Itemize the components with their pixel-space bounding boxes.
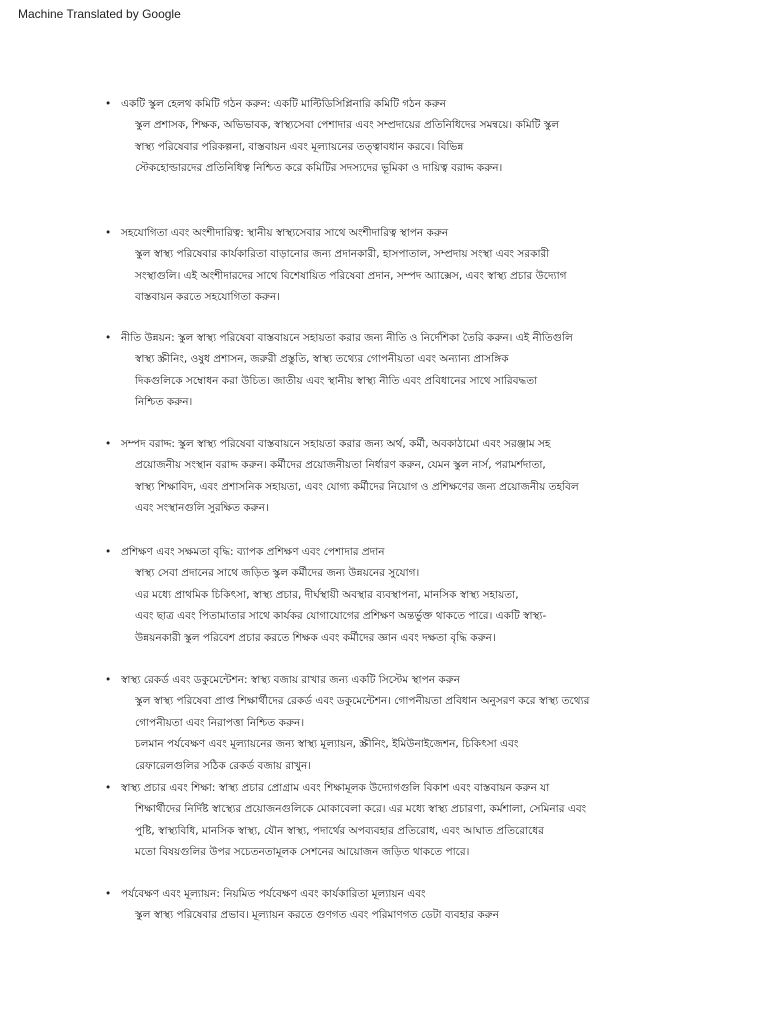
line-text: সম্পদ বরাদ্দ: স্কুল স্বাস্থ্য পরিষেবা বাস্তবায়নে সহায়তা করার জন্য অর্থ, কর্মী, অবকাঠামো এবং সরঞ্জাম সহ	[121, 438, 551, 450]
line-text: সহযোগিতা এবং অংশীদারিত্ব: স্থানীয় স্বাস্থ্যসেবার সাথে অংশীদারিত্ব স্থাপন করুন	[121, 227, 449, 239]
bullet-item-heading-line	[105, 542, 673, 563]
bullet-item-heading-line	[105, 223, 673, 244]
bullet-item-heading-line	[105, 884, 673, 905]
machine-translated-label: Machine Translated by Google	[18, 7, 181, 21]
bullet-item-text-line	[113, 349, 673, 370]
bullet-item-text-line	[113, 563, 673, 584]
line-text: স্কুল স্বাস্থ্য পরিষেবা প্রাপ্ত শিক্ষার্থীদের রেকর্ড এবং ডকুমেন্টেশন। গোপনীয়তা প্রবিধান অনুসরণ করে স্বাস্থ্য তথ্যের	[135, 695, 590, 708]
line-text: স্টেকহোল্ডারদের প্রতিনিধিত্ব নিশ্চিত করে কমিটির সদস্যদের ভূমিকা ও দায়িত্ব বরাদ্দ করুন।	[135, 162, 503, 175]
bullet-item-text-line	[113, 799, 673, 820]
bullet-item-text-line	[113, 266, 673, 287]
bullet-item-heading-line	[105, 778, 673, 799]
line-text: সংস্থাগুলি। এই অংশীদারদের সাথে বিশেষায়িত পরিষেবা প্রদান, সম্পদ অ্যাক্সেস, এবং স্বাস্থ্য প্রচার উদ্যোগ	[135, 269, 567, 282]
bullet-item-text-line	[113, 713, 673, 734]
bullet-item	[105, 223, 673, 309]
bullet-icon: •	[105, 546, 112, 558]
line-text: উন্নয়নকারী স্কুল পরিবেশ প্রচার করতে শিক্ষক এবং কর্মীদের জ্ঞান এবং দক্ষতা বৃদ্ধি করুন।	[135, 631, 496, 644]
bullet-item-text-line	[113, 244, 673, 265]
line-text: একটি স্কুল হেলথ কমিটি গঠন করুন: একটি মাল্টিডিসিপ্লিনারি কমিটি গঠন করুন	[121, 98, 447, 110]
line-text: স্কুল স্বাস্থ্য পরিষেবার প্রভাব। মূল্যায়ন করতে গুণগত এবং পরিমাণগত ডেটা ব্যবহার করুন	[135, 909, 499, 922]
bullet-icon: •	[105, 227, 112, 239]
bullet-item-text-line	[113, 477, 673, 498]
bullet-icon: •	[105, 438, 112, 450]
bullet-item	[105, 778, 673, 864]
bullet-item	[105, 94, 673, 180]
bullet-item-text-line	[113, 455, 673, 476]
line-text: প্রয়োজনীয় সংস্থান বরাদ্দ করুন। কর্মীদের প্রয়োজনীয়তা নির্ধারণ করুন, যেমন স্কুল নার্স, পরামর্শদাতা,	[135, 459, 546, 472]
line-text: পর্যবেক্ষণ এবং মূল্যায়ন: নিয়মিত পর্যবেক্ষণ এবং কার্যকারিতা মূল্যায়ন এবং	[121, 888, 426, 900]
bullet-item-text-line	[113, 137, 673, 158]
line-text: নিশ্চিত করুন।	[135, 396, 193, 409]
line-text: পুষ্টি, স্বাস্থ্যবিধি, মানসিক স্বাস্থ্য, যৌন স্বাস্থ্য, পদার্থের অপব্যবহার প্রতিরোধ, এবং আঘাত প্রতিরোধের	[135, 824, 544, 837]
bullet-item-text-line	[113, 287, 673, 308]
line-text: শিক্ষার্থীদের নির্দিষ্ট স্বাস্থ্যের প্রয়োজনগুলিকে মোকাবেলা করে। এর মধ্যে স্বাস্থ্য প্রচারণা, কর্মশালা, সেমিনার এবং	[135, 803, 587, 816]
line-text: রেফারেলগুলির সঠিক রেকর্ড বজায় রাখুন।	[135, 759, 312, 772]
line-text: নীতি উন্নয়ন: স্কুল স্বাস্থ্য পরিষেবা বাস্তবায়নে সহায়তা করার জন্য নীতি ও নির্দেশিকা তৈরি করুন। এই নীতিগুলি	[121, 332, 573, 344]
line-text: স্বাস্থ্য রেকর্ড এবং ডকুমেন্টেশন: স্বাস্থ্য বজায় রাখার জন্য একটি সিস্টেম স্থাপন করুন	[121, 674, 461, 686]
line-text: দিকগুলিকে সম্বোধন করা উচিত। জাতীয় এবং স্থানীয় স্বাস্থ্য নীতি এবং প্রবিধানের সাথে সারিবদ্ধতা	[135, 374, 538, 387]
line-text: মতো বিষয়গুলির উপর সচেতনতামূলক সেশনের আয়োজন জড়িত থাকতে পারে।	[135, 846, 470, 859]
bullet-item	[105, 542, 673, 649]
bullet-item-text-line	[113, 628, 673, 649]
line-text: স্বাস্থ্য সেবা প্রদানের সাথে জড়িত স্কুল কর্মীদের জন্য উন্নয়নের সুযোগ।	[135, 567, 420, 580]
bullet-item-text-line	[113, 585, 673, 606]
bullet-item-text-line	[113, 734, 673, 755]
line-text: চলমান পর্যবেক্ষণ এবং মূল্যায়নের জন্য স্বাস্থ্য মূল্যায়ন, স্ক্রীনিং, ইমিউনাইজেশন, চিকিৎসা এবং	[135, 738, 519, 751]
bullet-item-text-line	[113, 498, 673, 519]
bullet-item-text-line	[113, 821, 673, 842]
bullet-item	[105, 670, 673, 777]
bullet-icon: •	[105, 332, 112, 344]
line-text: এবং সংস্থানগুলি সুরক্ষিত করুন।	[135, 502, 269, 515]
line-text: এবং ছাত্র এবং পিতামাতার সাথে কার্যকর যোগাযোগের প্রশিক্ষণ অন্তর্ভুক্ত থাকতে পারে। একটি স্বাস্থ্য-	[135, 610, 547, 623]
bullet-item-text-line	[113, 905, 673, 926]
bullet-item-text-line	[113, 392, 673, 413]
bullet-item	[105, 884, 673, 927]
bullet-item-heading-line	[105, 328, 673, 349]
bullet-icon: •	[105, 98, 112, 110]
line-text: এর মধ্যে প্রাথমিক চিকিৎসা, স্বাস্থ্য প্রচার, দীর্ঘস্থায়ী অবস্থার ব্যবস্থাপনা, মানসিক স্বাস্থ্য সহায়তা,	[135, 588, 519, 601]
line-text: প্রশিক্ষণ এবং সক্ষমতা বৃদ্ধি: ব্যাপক প্রশিক্ষণ এবং পেশাদার প্রদান	[121, 546, 385, 558]
line-text: গোপনীয়তা এবং নিরাপত্তা নিশ্চিত করুন।	[135, 716, 305, 729]
bullet-item	[105, 328, 673, 414]
bullet-item-heading-line	[105, 94, 673, 115]
bullet-icon: •	[105, 782, 112, 794]
bullet-item-heading-line	[105, 434, 673, 455]
bullet-item-text-line	[113, 691, 673, 712]
line-text: স্বাস্থ্য পরিষেবার পরিকল্পনা, বাস্তবায়ন এবং মূল্যায়নের তত্ত্বাবধান করবে। বিভিন্ন	[135, 140, 464, 153]
line-text: স্বাস্থ্য শিক্ষাবিদ, এবং প্রশাসনিক সহায়তা, এবং যোগ্য কর্মীদের নিয়োগ ও প্রশিক্ষণের জন্য প্রয়োজনীয় তহবিল	[135, 480, 579, 493]
bullet-item-heading-line	[105, 670, 673, 691]
bullet-item-text-line	[113, 115, 673, 136]
line-text: বাস্তবায়ন করতে সহযোগিতা করুন।	[135, 291, 281, 304]
line-text: স্বাস্থ্য প্রচার এবং শিক্ষা: স্বাস্থ্য প্রচার প্রোগ্রাম এবং শিক্ষামূলক উদ্যোগগুলি বিকাশ এবং বাস্তবায়ন করুন যা	[121, 782, 550, 794]
bullet-icon: •	[105, 674, 112, 686]
bullet-item-text-line	[113, 371, 673, 392]
line-text: স্কুল প্রশাসক, শিক্ষক, অভিভাবক, স্বাস্থ্যসেবা পেশাদার এবং সম্প্রদায়ের প্রতিনিধিদের সমন্বয়ে। কমিটি স্কুল	[135, 119, 560, 132]
bullet-icon: •	[105, 888, 112, 900]
line-text: স্কুল স্বাস্থ্য পরিষেবার কার্যকারিতা বাড়ানোর জন্য প্রদানকারী, হাসপাতাল, সম্প্রদায় সংস্থা এবং সরকারী	[135, 248, 550, 261]
bullet-item-text-line	[113, 158, 673, 179]
bullet-item-text-line	[113, 756, 673, 777]
bullet-item-text-line	[113, 606, 673, 627]
bullet-item-text-line	[113, 842, 673, 863]
bullet-item	[105, 434, 673, 520]
line-text: স্বাস্থ্য স্ক্রীনিং, ওষুধ প্রশাসন, জরুরী প্রস্তুতি, স্বাস্থ্য তথ্যের গোপনীয়তা এবং অন্যান্য প্রাসঙ্গিক	[135, 353, 509, 366]
